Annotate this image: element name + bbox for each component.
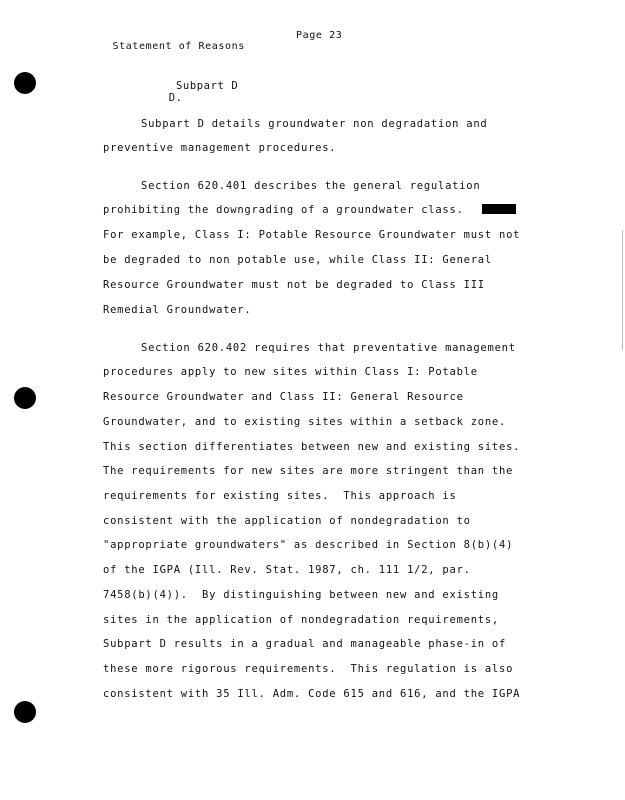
text-line: of the IGPA (Ill. Rev. Stat. 1987, ch. 111 1/2, par.: [103, 564, 471, 576]
text-line: Section 620.402 requires that preventative management: [141, 342, 516, 354]
text-line: consistent with the application of nondegradation to: [103, 515, 471, 527]
scan-edge-line: [622, 230, 623, 350]
text-line: "appropriate groundwaters" as described in Section 8(b)(4): [103, 539, 514, 551]
text-line: Remedial Groundwater.: [103, 304, 252, 316]
header-title: Statement of Reasons: [112, 41, 245, 52]
text-line: requirements for existing sites. This approach is: [103, 490, 457, 502]
punch-hole: [14, 72, 36, 94]
text-line: 7458(b)(4)). By distinguishing between new and existing: [103, 589, 500, 601]
page-number: Page 23: [296, 30, 343, 41]
text-line: sites in the application of nondegradation requirements,: [103, 614, 500, 626]
text-line: [103, 204, 516, 216]
text-line: This section differentiates between new and existing sites.: [103, 441, 521, 453]
text-line: preventive management procedures.: [103, 142, 337, 154]
text-line-content: prohibiting the downgrading of a groundwater class.: [103, 204, 464, 216]
redaction-block: [482, 204, 516, 214]
text-line: be degraded to non potable use, while Class II: General: [103, 254, 492, 266]
text-line: these more rigorous requirements. This regulation is also: [103, 663, 514, 675]
section-letter: D.: [168, 92, 183, 104]
text-line: procedures apply to new sites within Class I: Potable: [103, 366, 478, 378]
text-line: Subpart D results in a gradual and manageable phase-in of: [103, 638, 507, 650]
section-title: Subpart D: [176, 80, 239, 92]
text-line: For example, Class I: Potable Resource Groundwater must not: [103, 229, 521, 241]
text-line: Resource Groundwater and Class II: General Resource: [103, 391, 464, 403]
punch-hole: [14, 701, 36, 723]
text-line: The requirements for new sites are more stringent than the: [103, 465, 514, 477]
page-header: [86, 30, 343, 74]
text-line: Groundwater, and to existing sites within a setback zone.: [103, 416, 507, 428]
punch-hole: [14, 387, 36, 409]
text-line: Subpart D details groundwater non degradation and: [141, 118, 488, 130]
text-line: consistent with 35 Ill. Adm. Code 615 and 616, and the IGPA: [103, 688, 521, 700]
text-line: Section 620.401 describes the general regulation: [141, 180, 481, 192]
text-line: Resource Groundwater must not be degraded to Class III: [103, 279, 485, 291]
